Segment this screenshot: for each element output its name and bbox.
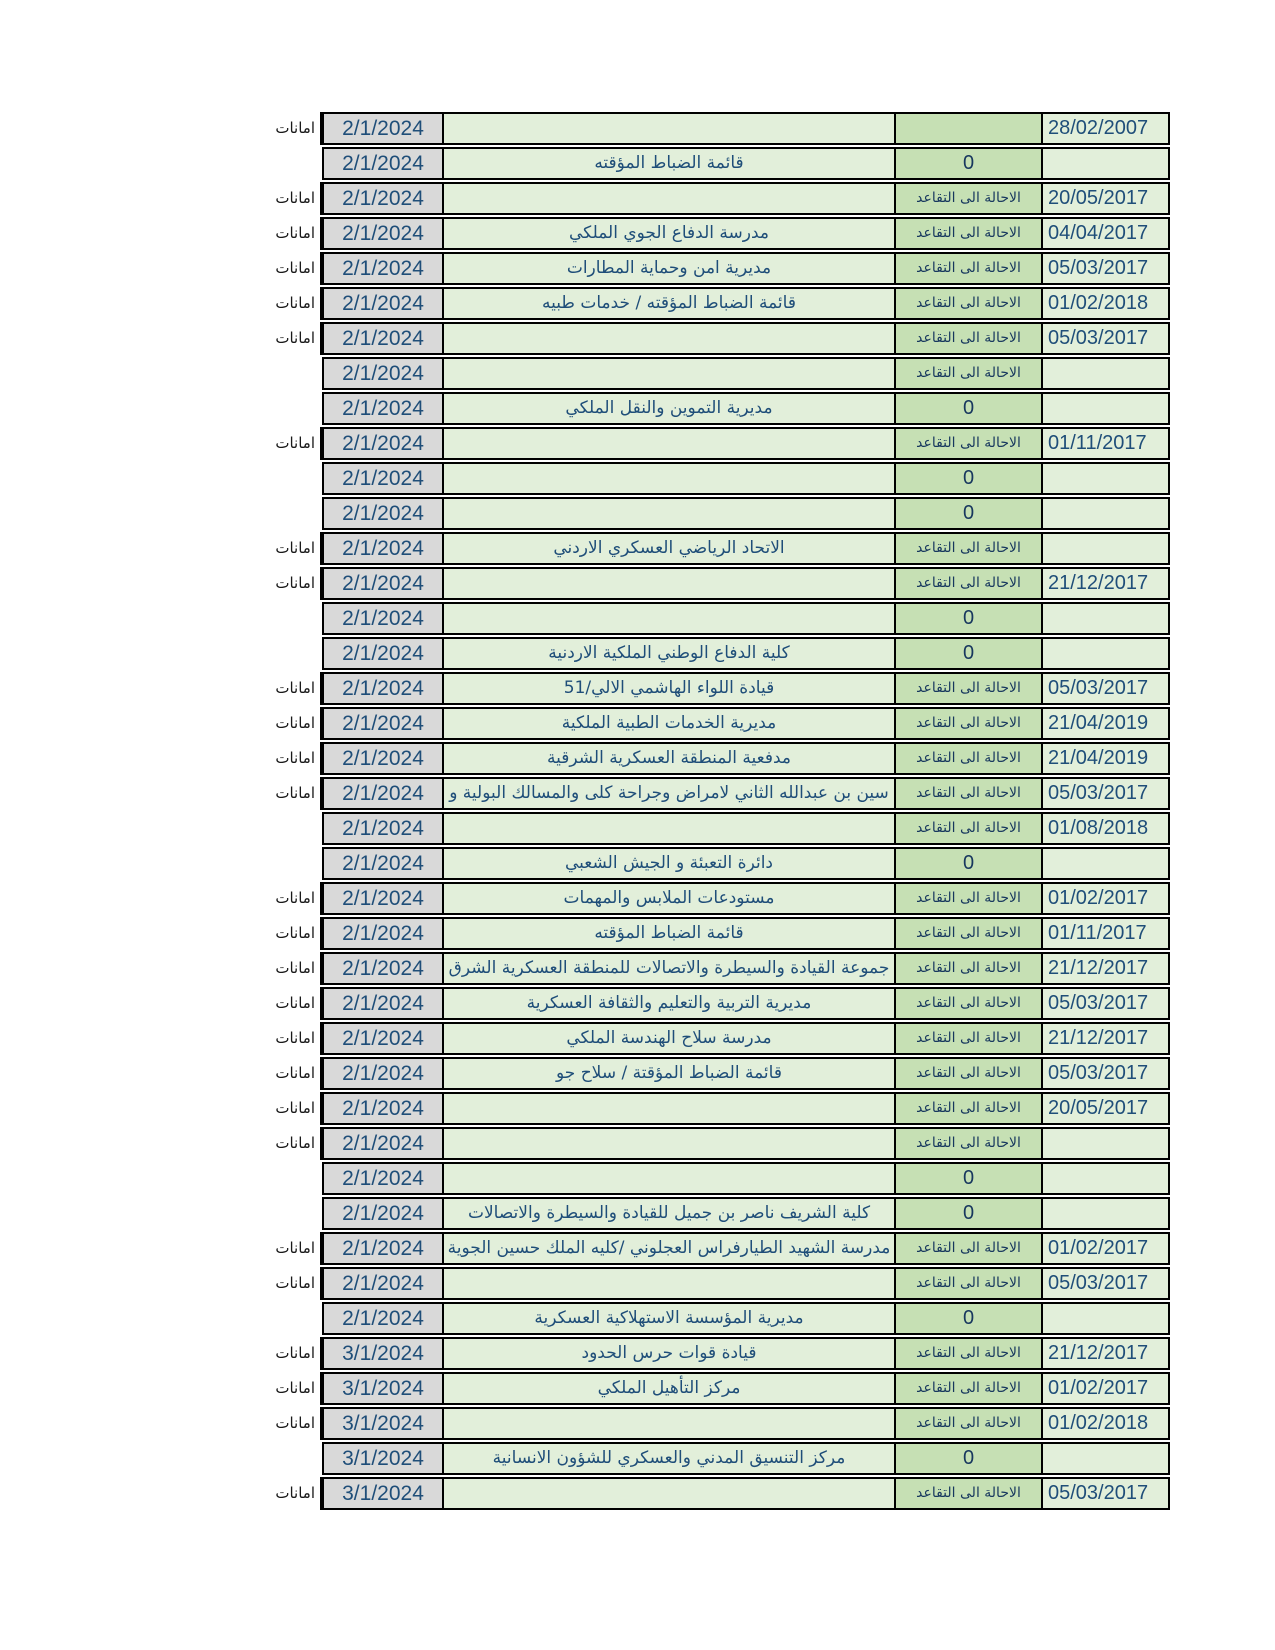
table-row <box>240 1372 1170 1405</box>
referral-date-cell: 21/12/2017 <box>1041 952 1170 985</box>
records-table <box>240 110 1170 1512</box>
amanat-label: امانات <box>275 924 315 942</box>
amanat-label: امانات <box>275 994 315 1012</box>
amanat-cell <box>240 1022 322 1055</box>
table-row <box>240 812 1170 845</box>
table-body <box>240 112 1170 1510</box>
amanat-cell <box>240 182 322 215</box>
amanat-label: امانات <box>275 714 315 732</box>
amanat-label: امانات <box>275 784 315 802</box>
unit-name-cell <box>442 427 894 460</box>
referral-date-cell: 01/02/2018 <box>1041 287 1170 320</box>
unit-name-cell: قيادة اللواء الهاشمي الالي/51 <box>442 672 894 705</box>
unit-name-cell <box>442 1407 894 1440</box>
referral-date-cell: 01/11/2017 <box>1041 427 1170 460</box>
status-cell: الاحالة الى التقاعد <box>894 672 1041 705</box>
unit-name-cell: جموعة القيادة والسيطرة والاتصالات للمنطقة العسكرية الشرق <box>442 952 894 985</box>
referral-date-cell: 01/02/2018 <box>1041 1407 1170 1440</box>
referral-date-cell <box>1041 602 1170 635</box>
entry-date-cell: 2/1/2024 <box>322 637 442 670</box>
unit-name-cell: قائمة الضباط المؤقته <box>442 147 894 180</box>
status-cell: الاحالة الى التقاعد <box>894 917 1041 950</box>
amanat-cell <box>240 217 322 250</box>
referral-date-cell: 20/05/2017 <box>1041 1092 1170 1125</box>
table-row <box>240 182 1170 215</box>
amanat-cell <box>240 532 322 565</box>
referral-date-cell <box>1041 532 1170 565</box>
amanat-cell <box>240 1407 322 1440</box>
status-cell: الاحالة الى التقاعد <box>894 182 1041 215</box>
unit-name-cell: مديرية التموين والنقل الملكي <box>442 392 894 425</box>
amanat-label: امانات <box>275 329 315 347</box>
status-cell: الاحالة الى التقاعد <box>894 882 1041 915</box>
unit-name-cell: قيادة قوات حرس الحدود <box>442 1337 894 1370</box>
status-cell: 0 <box>894 847 1041 880</box>
status-cell: الاحالة الى التقاعد <box>894 812 1041 845</box>
amanat-cell <box>240 1197 322 1230</box>
amanat-cell <box>240 742 322 775</box>
entry-date-cell: 3/1/2024 <box>322 1442 442 1475</box>
table-row <box>240 1232 1170 1265</box>
amanat-label: امانات <box>275 539 315 557</box>
referral-date-cell: 21/04/2019 <box>1041 707 1170 740</box>
entry-date-cell: 2/1/2024 <box>322 217 442 250</box>
amanat-label: امانات <box>275 259 315 277</box>
entry-date-cell: 3/1/2024 <box>322 1477 442 1510</box>
amanat-cell <box>240 147 322 180</box>
referral-date-cell: 20/05/2017 <box>1041 182 1170 215</box>
table-row <box>240 882 1170 915</box>
table-row <box>240 672 1170 705</box>
referral-date-cell: 21/12/2017 <box>1041 1337 1170 1370</box>
status-cell: الاحالة الى التقاعد <box>894 1022 1041 1055</box>
entry-date-cell: 3/1/2024 <box>322 1372 442 1405</box>
table-row <box>240 602 1170 635</box>
amanat-cell <box>240 812 322 845</box>
table-row <box>240 1337 1170 1370</box>
entry-date-cell: 2/1/2024 <box>322 1092 442 1125</box>
amanat-label: امانات <box>275 1239 315 1257</box>
status-cell: الاحالة الى التقاعد <box>894 1232 1041 1265</box>
status-cell: الاحالة الى التقاعد <box>894 1337 1041 1370</box>
amanat-cell <box>240 567 322 600</box>
status-cell: الاحالة الى التقاعد <box>894 987 1041 1020</box>
amanat-cell <box>240 1302 322 1335</box>
amanat-cell <box>240 1267 322 1300</box>
unit-name-cell: مديرية امن وحماية المطارات <box>442 252 894 285</box>
referral-date-cell: 05/03/2017 <box>1041 322 1170 355</box>
amanat-label: امانات <box>275 1484 315 1502</box>
table-row <box>240 847 1170 880</box>
amanat-cell <box>240 1232 322 1265</box>
unit-name-cell <box>442 1477 894 1510</box>
table-row <box>240 917 1170 950</box>
amanat-label: امانات <box>275 1029 315 1047</box>
status-cell: الاحالة الى التقاعد <box>894 287 1041 320</box>
amanat-cell <box>240 1477 322 1510</box>
unit-name-cell: مستودعات الملابس والمهمات <box>442 882 894 915</box>
entry-date-cell: 2/1/2024 <box>322 182 442 215</box>
referral-date-cell <box>1041 392 1170 425</box>
unit-name-cell: قائمة الضباط المؤقته <box>442 917 894 950</box>
entry-date-cell: 2/1/2024 <box>322 252 442 285</box>
unit-name-cell <box>442 182 894 215</box>
unit-name-cell <box>442 1127 894 1160</box>
status-cell: الاحالة الى التقاعد <box>894 1407 1041 1440</box>
entry-date-cell: 2/1/2024 <box>322 742 442 775</box>
status-cell: الاحالة الى التقاعد <box>894 357 1041 390</box>
status-cell: الاحالة الى التقاعد <box>894 252 1041 285</box>
amanat-label: امانات <box>275 1379 315 1397</box>
referral-date-cell: 05/03/2017 <box>1041 1057 1170 1090</box>
unit-name-cell <box>442 1162 894 1195</box>
referral-date-cell: 21/12/2017 <box>1041 567 1170 600</box>
table-row <box>240 322 1170 355</box>
referral-date-cell: 05/03/2017 <box>1041 987 1170 1020</box>
amanat-cell <box>240 322 322 355</box>
entry-date-cell: 3/1/2024 <box>322 1407 442 1440</box>
amanat-label: امانات <box>275 749 315 767</box>
referral-date-cell: 05/03/2017 <box>1041 1267 1170 1300</box>
entry-date-cell: 2/1/2024 <box>322 1057 442 1090</box>
table-row <box>240 1057 1170 1090</box>
unit-name-cell: مديرية الخدمات الطبية الملكية <box>442 707 894 740</box>
referral-date-cell: 05/03/2017 <box>1041 1477 1170 1510</box>
referral-date-cell <box>1041 1162 1170 1195</box>
table-row <box>240 497 1170 530</box>
table-row <box>240 252 1170 285</box>
unit-name-cell <box>442 497 894 530</box>
entry-date-cell: 2/1/2024 <box>322 777 442 810</box>
table-row <box>240 1127 1170 1160</box>
entry-date-cell: 2/1/2024 <box>322 112 442 145</box>
unit-name-cell: مديرية المؤسسة الاستهلاكية العسكرية <box>442 1302 894 1335</box>
entry-date-cell: 3/1/2024 <box>322 1337 442 1370</box>
referral-date-cell: 28/02/2007 <box>1041 112 1170 145</box>
unit-name-cell <box>442 112 894 145</box>
referral-date-cell <box>1041 462 1170 495</box>
status-cell: 0 <box>894 462 1041 495</box>
unit-name-cell <box>442 567 894 600</box>
table-row <box>240 532 1170 565</box>
amanat-label: امانات <box>275 1344 315 1362</box>
table-row <box>240 392 1170 425</box>
referral-date-cell: 01/02/2017 <box>1041 1372 1170 1405</box>
status-cell: الاحالة الى التقاعد <box>894 742 1041 775</box>
amanat-cell <box>240 252 322 285</box>
amanat-cell <box>240 462 322 495</box>
amanat-label: امانات <box>275 574 315 592</box>
table-row <box>240 1407 1170 1440</box>
status-cell: الاحالة الى التقاعد <box>894 777 1041 810</box>
unit-name-cell: قائمة الضباط المؤقتة / سلاح جو <box>442 1057 894 1090</box>
status-cell: 0 <box>894 147 1041 180</box>
entry-date-cell: 2/1/2024 <box>322 1162 442 1195</box>
amanat-cell <box>240 917 322 950</box>
entry-date-cell: 2/1/2024 <box>322 1302 442 1335</box>
entry-date-cell: 2/1/2024 <box>322 532 442 565</box>
status-cell: الاحالة الى التقاعد <box>894 1057 1041 1090</box>
status-cell: الاحالة الى التقاعد <box>894 952 1041 985</box>
status-cell: الاحالة الى التقاعد <box>894 1477 1041 1510</box>
entry-date-cell: 2/1/2024 <box>322 987 442 1020</box>
amanat-cell <box>240 952 322 985</box>
table-row <box>240 1092 1170 1125</box>
amanat-cell <box>240 1442 322 1475</box>
status-cell: الاحالة الى التقاعد <box>894 707 1041 740</box>
table-row <box>240 112 1170 145</box>
amanat-label: امانات <box>275 1134 315 1152</box>
status-cell: الاحالة الى التقاعد <box>894 567 1041 600</box>
amanat-label: امانات <box>275 889 315 907</box>
entry-date-cell: 2/1/2024 <box>322 497 442 530</box>
entry-date-cell: 2/1/2024 <box>322 1267 442 1300</box>
entry-date-cell: 2/1/2024 <box>322 952 442 985</box>
table-row <box>240 462 1170 495</box>
status-cell: 0 <box>894 497 1041 530</box>
table-row <box>240 287 1170 320</box>
referral-date-cell: 05/03/2017 <box>1041 777 1170 810</box>
amanat-label: امانات <box>275 434 315 452</box>
referral-date-cell <box>1041 147 1170 180</box>
amanat-cell <box>240 1127 322 1160</box>
amanat-cell <box>240 1057 322 1090</box>
amanat-cell <box>240 707 322 740</box>
table-row <box>240 637 1170 670</box>
referral-date-cell: 05/03/2017 <box>1041 252 1170 285</box>
referral-date-cell: 04/04/2017 <box>1041 217 1170 250</box>
amanat-label: امانات <box>275 189 315 207</box>
unit-name-cell <box>442 812 894 845</box>
referral-date-cell: 01/11/2017 <box>1041 917 1170 950</box>
amanat-cell <box>240 1092 322 1125</box>
entry-date-cell: 2/1/2024 <box>322 322 442 355</box>
entry-date-cell: 2/1/2024 <box>322 1232 442 1265</box>
status-cell: 0 <box>894 1162 1041 1195</box>
table-row <box>240 217 1170 250</box>
status-cell: 0 <box>894 637 1041 670</box>
status-cell: الاحالة الى التقاعد <box>894 1127 1041 1160</box>
status-cell: الاحالة الى التقاعد <box>894 322 1041 355</box>
referral-date-cell: 01/02/2017 <box>1041 882 1170 915</box>
amanat-cell <box>240 847 322 880</box>
entry-date-cell: 2/1/2024 <box>322 462 442 495</box>
unit-name-cell: دائرة التعبئة و الجيش الشعبي <box>442 847 894 880</box>
unit-name-cell <box>442 462 894 495</box>
referral-date-cell <box>1041 637 1170 670</box>
entry-date-cell: 2/1/2024 <box>322 1197 442 1230</box>
table-row <box>240 1022 1170 1055</box>
amanat-label: امانات <box>275 1099 315 1117</box>
entry-date-cell: 2/1/2024 <box>322 357 442 390</box>
unit-name-cell: مدرسة الدفاع الجوي الملكي <box>442 217 894 250</box>
status-cell: 0 <box>894 392 1041 425</box>
amanat-label: امانات <box>275 224 315 242</box>
entry-date-cell: 2/1/2024 <box>322 917 442 950</box>
status-cell: 0 <box>894 1442 1041 1475</box>
amanat-cell <box>240 112 322 145</box>
table-row <box>240 742 1170 775</box>
table-row <box>240 1477 1170 1510</box>
status-cell: الاحالة الى التقاعد <box>894 427 1041 460</box>
amanat-cell <box>240 637 322 670</box>
amanat-cell <box>240 987 322 1020</box>
entry-date-cell: 2/1/2024 <box>322 567 442 600</box>
unit-name-cell <box>442 1267 894 1300</box>
table-row <box>240 567 1170 600</box>
table-row <box>240 1267 1170 1300</box>
amanat-label: امانات <box>275 959 315 977</box>
status-cell: 0 <box>894 1197 1041 1230</box>
unit-name-cell: كلية الدفاع الوطني الملكية الاردنية <box>442 637 894 670</box>
entry-date-cell: 2/1/2024 <box>322 707 442 740</box>
table-row <box>240 357 1170 390</box>
amanat-cell <box>240 427 322 460</box>
amanat-label: امانات <box>275 294 315 312</box>
table-row <box>240 1197 1170 1230</box>
entry-date-cell: 2/1/2024 <box>322 392 442 425</box>
entry-date-cell: 2/1/2024 <box>322 147 442 180</box>
table-row <box>240 987 1170 1020</box>
amanat-cell <box>240 287 322 320</box>
amanat-cell <box>240 882 322 915</box>
entry-date-cell: 2/1/2024 <box>322 672 442 705</box>
amanat-label: امانات <box>275 1064 315 1082</box>
referral-date-cell: 21/04/2019 <box>1041 742 1170 775</box>
referral-date-cell <box>1041 1197 1170 1230</box>
table-row <box>240 1302 1170 1335</box>
referral-date-cell <box>1041 1127 1170 1160</box>
referral-date-cell <box>1041 497 1170 530</box>
table-row <box>240 777 1170 810</box>
referral-date-cell <box>1041 1302 1170 1335</box>
referral-date-cell: 01/08/2018 <box>1041 812 1170 845</box>
amanat-label: امانات <box>275 1414 315 1432</box>
referral-date-cell: 01/02/2017 <box>1041 1232 1170 1265</box>
amanat-cell <box>240 1372 322 1405</box>
unit-name-cell: مركز التنسيق المدني والعسكري للشؤون الانسانية <box>442 1442 894 1475</box>
amanat-cell <box>240 672 322 705</box>
referral-date-cell <box>1041 357 1170 390</box>
unit-name-cell: مدرسة سلاح الهندسة الملكي <box>442 1022 894 1055</box>
table-row <box>240 1162 1170 1195</box>
entry-date-cell: 2/1/2024 <box>322 427 442 460</box>
table-row <box>240 707 1170 740</box>
unit-name-cell <box>442 602 894 635</box>
table-row <box>240 427 1170 460</box>
referral-date-cell: 05/03/2017 <box>1041 672 1170 705</box>
unit-name-cell: مدفعية المنطقة العسكرية الشرقية <box>442 742 894 775</box>
entry-date-cell: 2/1/2024 <box>322 1022 442 1055</box>
status-cell <box>894 112 1041 145</box>
table-row <box>240 952 1170 985</box>
unit-name-cell: قائمة الضباط المؤقته / خدمات طبيه <box>442 287 894 320</box>
amanat-cell <box>240 392 322 425</box>
amanat-label: امانات <box>275 119 315 137</box>
amanat-label: امانات <box>275 679 315 697</box>
entry-date-cell: 2/1/2024 <box>322 882 442 915</box>
table-row <box>240 1442 1170 1475</box>
amanat-label: امانات <box>275 1274 315 1292</box>
amanat-cell <box>240 602 322 635</box>
entry-date-cell: 2/1/2024 <box>322 602 442 635</box>
amanat-cell <box>240 1337 322 1370</box>
amanat-cell <box>240 1162 322 1195</box>
status-cell: الاحالة الى التقاعد <box>894 1092 1041 1125</box>
amanat-cell <box>240 357 322 390</box>
unit-name-cell: مركز التأهيل الملكي <box>442 1372 894 1405</box>
status-cell: الاحالة الى التقاعد <box>894 532 1041 565</box>
unit-name-cell: الاتحاد الرياضي العسكري الاردني <box>442 532 894 565</box>
entry-date-cell: 2/1/2024 <box>322 1127 442 1160</box>
status-cell: 0 <box>894 1302 1041 1335</box>
unit-name-cell: مدرسة الشهيد الطيارفراس العجلوني /كليه الملك حسين الجوية <box>442 1232 894 1265</box>
entry-date-cell: 2/1/2024 <box>322 847 442 880</box>
unit-name-cell <box>442 1092 894 1125</box>
referral-date-cell: 21/12/2017 <box>1041 1022 1170 1055</box>
unit-name-cell: كلية الشريف ناصر بن جميل للقيادة والسيطرة والاتصالات <box>442 1197 894 1230</box>
amanat-cell <box>240 777 322 810</box>
status-cell: 0 <box>894 602 1041 635</box>
referral-date-cell <box>1041 1442 1170 1475</box>
referral-date-cell <box>1041 847 1170 880</box>
unit-name-cell: سين بن عبدالله الثاني لامراض وجراحة كلى والمسالك البولية و <box>442 777 894 810</box>
unit-name-cell <box>442 322 894 355</box>
status-cell: الاحالة الى التقاعد <box>894 1267 1041 1300</box>
entry-date-cell: 2/1/2024 <box>322 287 442 320</box>
status-cell: الاحالة الى التقاعد <box>894 217 1041 250</box>
table-row <box>240 147 1170 180</box>
status-cell: الاحالة الى التقاعد <box>894 1372 1041 1405</box>
entry-date-cell: 2/1/2024 <box>322 812 442 845</box>
unit-name-cell: مديرية التربية والتعليم والثقافة العسكرية <box>442 987 894 1020</box>
unit-name-cell <box>442 357 894 390</box>
amanat-cell <box>240 497 322 530</box>
